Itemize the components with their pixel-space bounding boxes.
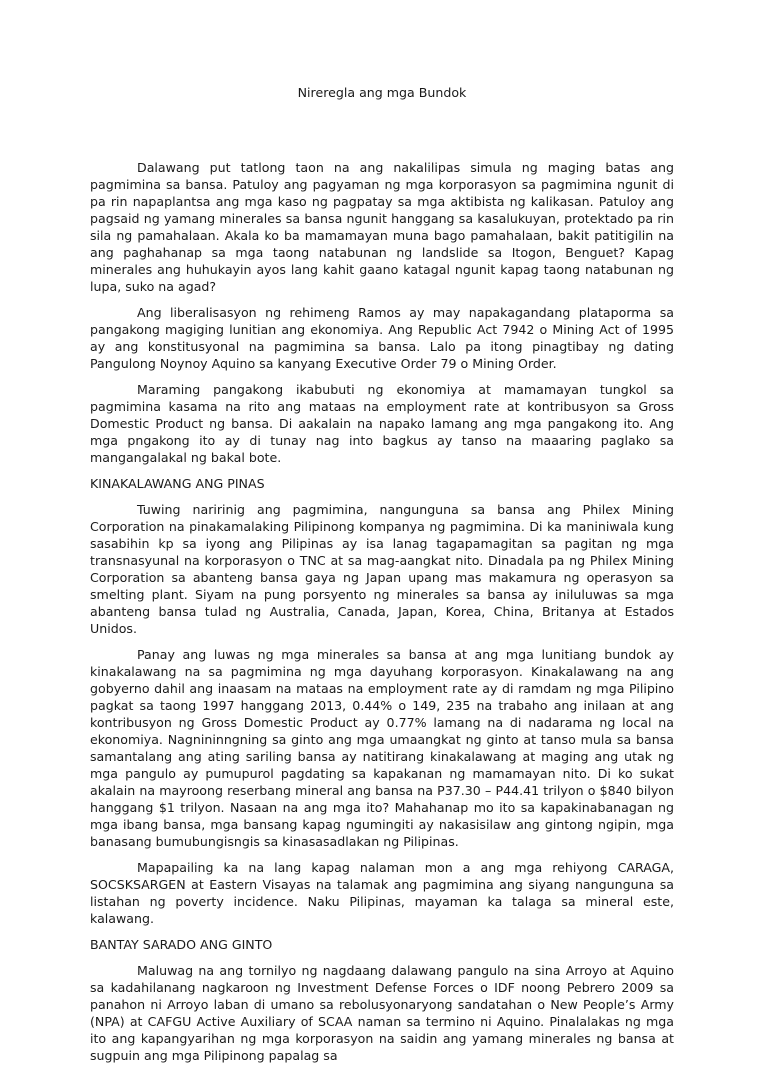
- paragraph: Dalawang put tatlong taon na ang nakalilipas simula ng maging batas ang pagmimina sa bansa. Patuloy ang pagyaman ng mga korporasyon sa pagmimina ngunit di pa rin napaplantsa ang mga kaso ng pagpatay sa mga aktibista ng kalikasan. Patuloy ang pagsaid ng yamang minerales sa bansa ngunit hanggang sa kasalukuyan, protektado pa rin sila ng pamahalaan. Akala ko ba mamamayan muna bago pamahalaan, bakit patitigilin na ang paghahanap sa mga taong natabunan ng landslide sa Itogon, Benguet? Kapag minerales ang huhukayin ayos lang kahit gaano katagal ngunit kapag taong natabunan ng lupa, suko na agad?: [90, 160, 674, 294]
- paragraph: Panay ang luwas ng mga minerales sa bansa at ang mga lunitiang bundok ay kinakalawang na sa pagmimina ng mga dayuhang korporasyon. Kinakalawang na ang gobyerno dahil ang inaasam na mataas na employment rate ay di ramdam ng mga Pilipino pagkat sa taong 1997 hanggang 2013, 0.44% o 149, 235 na trabaho ang inilaan at ang kontribusyon ng Gross Domestic Product ay 0.77% lamang na di nadarama ng local na ekonomiya. Nagnininngning sa ginto ang mga umaangkat ng ginto at tanso mula sa bansa samantalang ang ating sariling bansa ay natitirang kinakalawang at maging ang utak ng mga pangulo ay pumupurol pagdating sa kapakanan ng mamamayan nito. Di ko sukat akalain na mayroong reserbang mineral ang bansa na P37.30 – P44.41 trilyon o $840 bilyon hanggang $1 trilyon. Nasaan na ang mga ito? Mahahanap mo ito sa kapakinabanagan ng mga ibang bansa, mga bansang kapag ngumingiti ay nakasisilaw ang gintong ngipin, mga banasang bumubungisngis sa kinasasadlakan ng Pilipinas.: [90, 647, 674, 849]
- paragraph: Maraming pangakong ikabubuti ng ekonomiya at mamamayan tungkol sa pagmimina kasama na rito ang mataas na employment rate at kontribusyon sa Gross Domestic Product ng bansa. Di aakalain na napako lamang ang mga pangakong ito. Ang mga pngakong ito ay di tunay nag into bagkus ay tanso na maaaring paglako sa mangangalakal ng bakal bote.: [90, 382, 674, 465]
- paragraph: Maluwag na ang tornilyo ng nagdaang dalawang pangulo na sina Arroyo at Aquino sa kadahilanang nagkaroon ng Investment Defense Forces o IDF noong Pebrero 2009 sa panahon ni Arroyo laban di umano sa rebolusyonaryong sandatahan o New People’s Army (NPA) at CAFGU Active Auxiliary of SCAA naman sa termino ni Aquino. Pinalalakas ng mga ito ang kapangyarihan ng mga korporasyon na saidin ang yamang minerales ng bansa at sugpuin ang mga Pilipinong papalag sa: [90, 963, 674, 1063]
- document-title: Nireregla ang mga Bundok: [297, 85, 467, 100]
- paragraph: Mapapailing ka na lang kapag nalaman mon a ang mga rehiyong CARAGA, SOCSKSARGEN at Eastern Visayas na talamak ang pagmimina ang siyang nangunguna sa listahan ng poverty incidence. Naku Pilipinas, mayaman ka talaga sa mineral este, kalawang.: [90, 860, 674, 926]
- section-heading: KINAKALAWANG ANG PINAS: [90, 476, 265, 491]
- paragraph: Tuwing naririnig ang pagmimina, nangunguna sa bansa ang Philex Mining Corporation na pinakamalaking Pilipinong kompanya ng pagmimina. Di ka maniniwala kung sasabihin kp sa iyong ang Pilipinas ay isa lanag tagapamagitan sa pagitan ng mga transnasyunal na korporasyon o TNC at sa mag-aangkat nito. Dinadala pa ng Philex Mining Corporation sa abanteng bansa gaya ng Japan upang mas makamura ng operasyon sa smelting plant. Siyam na pung porsyento ng minerales sa bansa ay iniluluwas sa mga abanteng bansa tulad ng Australia, Canada, Japan, Korea, China, Britanya at Estados Unidos.: [90, 502, 674, 636]
- section-heading: BANTAY SARADO ANG GINTO: [90, 937, 273, 952]
- paragraph: Ang liberalisasyon ng rehimeng Ramos ay may napakagandang plataporma sa pangakong magiging lunitian ang ekonomiya. Ang Republic Act 7942 o Mining Act of 1995 ay ang konstitusyonal na pagmimina sa bansa. Lalo pa itong pinagtibay ng dating Pangulong Noynoy Aquino sa kanyang Executive Order 79 o Mining Order.: [90, 305, 674, 371]
- document-page: [90, 84, 674, 1073]
